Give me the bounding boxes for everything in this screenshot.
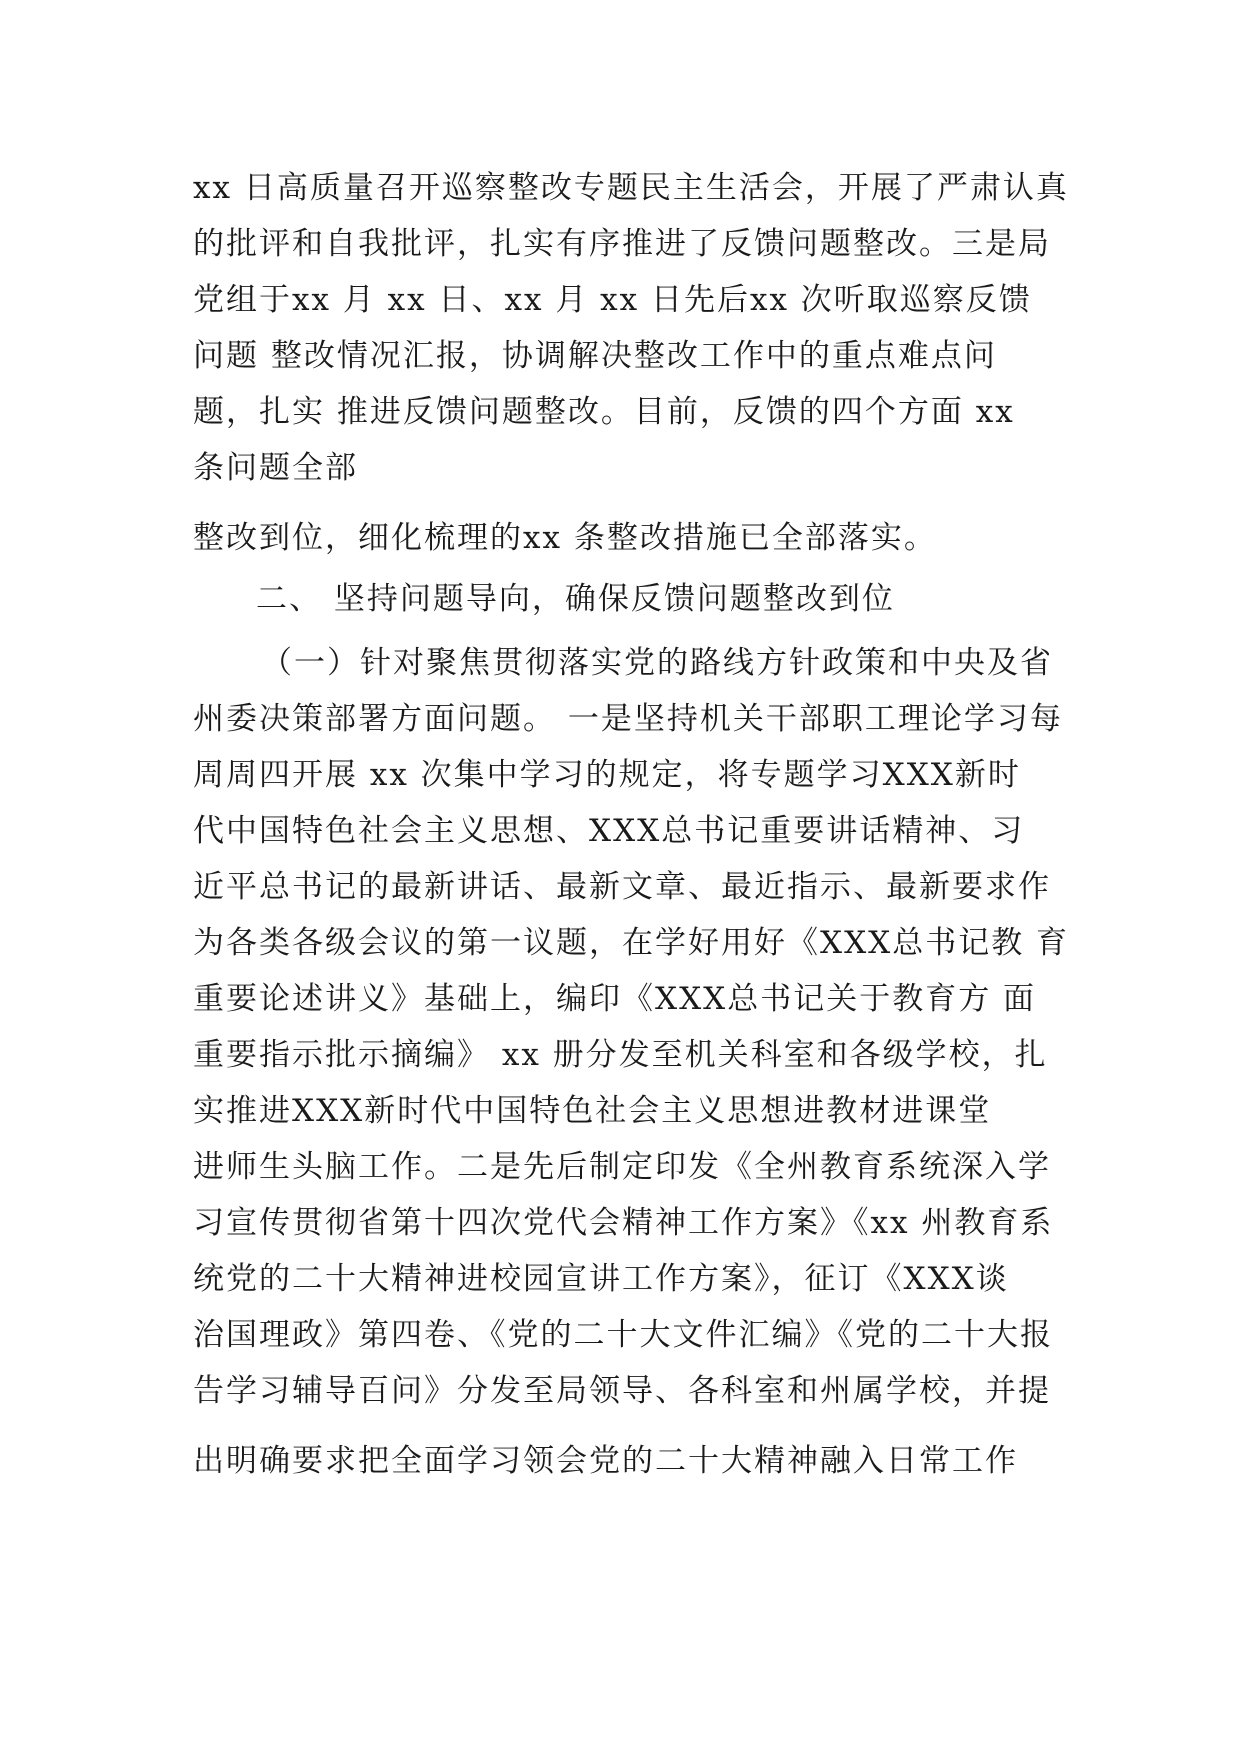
body-text-line: 告学习辅导百问》分发至局领导、各科室和州属学校，并提	[193, 1373, 1051, 1409]
body-text-line: 代中国特色社会主义思想、XXX总书记重要讲话精神、习	[193, 813, 1025, 849]
body-text-line: 整改到位，细化梳理的xx 条整改措施已全部落实。	[193, 520, 937, 556]
body-text-line: 党组于xx 月 xx 日、xx 月 xx 日先后xx 次听取巡察反馈	[193, 282, 1032, 318]
subsection-heading-line: （一）针对聚焦贯彻落实党的路线方针政策和中央及省	[261, 645, 1053, 681]
body-text-line: 重要指示批示摘编》 xx 册分发至机关科室和各级学校，扎	[193, 1037, 1048, 1073]
body-text-line: 为各类各级会议的第一议题，在学好用好《XXX总书记教 育	[193, 925, 1070, 961]
body-text-line: 题，扎实 推进反馈问题整改。目前，反馈的四个方面 xx	[193, 394, 1015, 430]
body-text-line: 治国理政》第四卷、《党的二十大文件汇编》《党的二十大报	[193, 1317, 1053, 1353]
body-text-line: 的批评和自我批评，扎实有序推进了反馈问题整改。三是局	[193, 226, 1051, 262]
body-text-line: 问题 整改情况汇报，协调解决整改工作中的重点难点问	[193, 338, 997, 374]
body-text-line: xx 日高质量召开巡察整改专题民主生活会，开展了严肃认真	[193, 170, 1069, 206]
body-text-line: 州委决策部署方面问题。 一是坚持机关干部职工理论学习每	[193, 701, 1063, 737]
body-text-line: 近平总书记的最新讲话、最新文章、最近指示、最新要求作	[193, 869, 1051, 905]
body-text-line: 统党的二十大精神进校园宣讲工作方案》，征订《XXX谈	[193, 1261, 1009, 1297]
body-text-line: 实推进XXX新时代中国特色社会主义思想进教材进课堂	[193, 1093, 992, 1129]
body-text-line: 进师生头脑工作。二是先后制定印发《全州教育系统深入学	[193, 1149, 1051, 1185]
body-text-line: 条问题全部	[193, 450, 358, 486]
section-heading: 二、 坚持问题导向，确保反馈问题整改到位	[256, 581, 895, 617]
body-text-line: 重要论述讲义》基础上，编印《XXX总书记关于教育方 面	[193, 981, 1037, 1017]
body-text-line: 周周四开展 xx 次集中学习的规定，将专题学习XXX新时	[193, 757, 1021, 793]
body-text-line: 习宣传贯彻省第十四次党代会精神工作方案》《xx 州教育系	[193, 1205, 1054, 1241]
body-text-line: 出明确要求把全面学习领会党的二十大精神融入日常工作	[193, 1443, 1018, 1479]
